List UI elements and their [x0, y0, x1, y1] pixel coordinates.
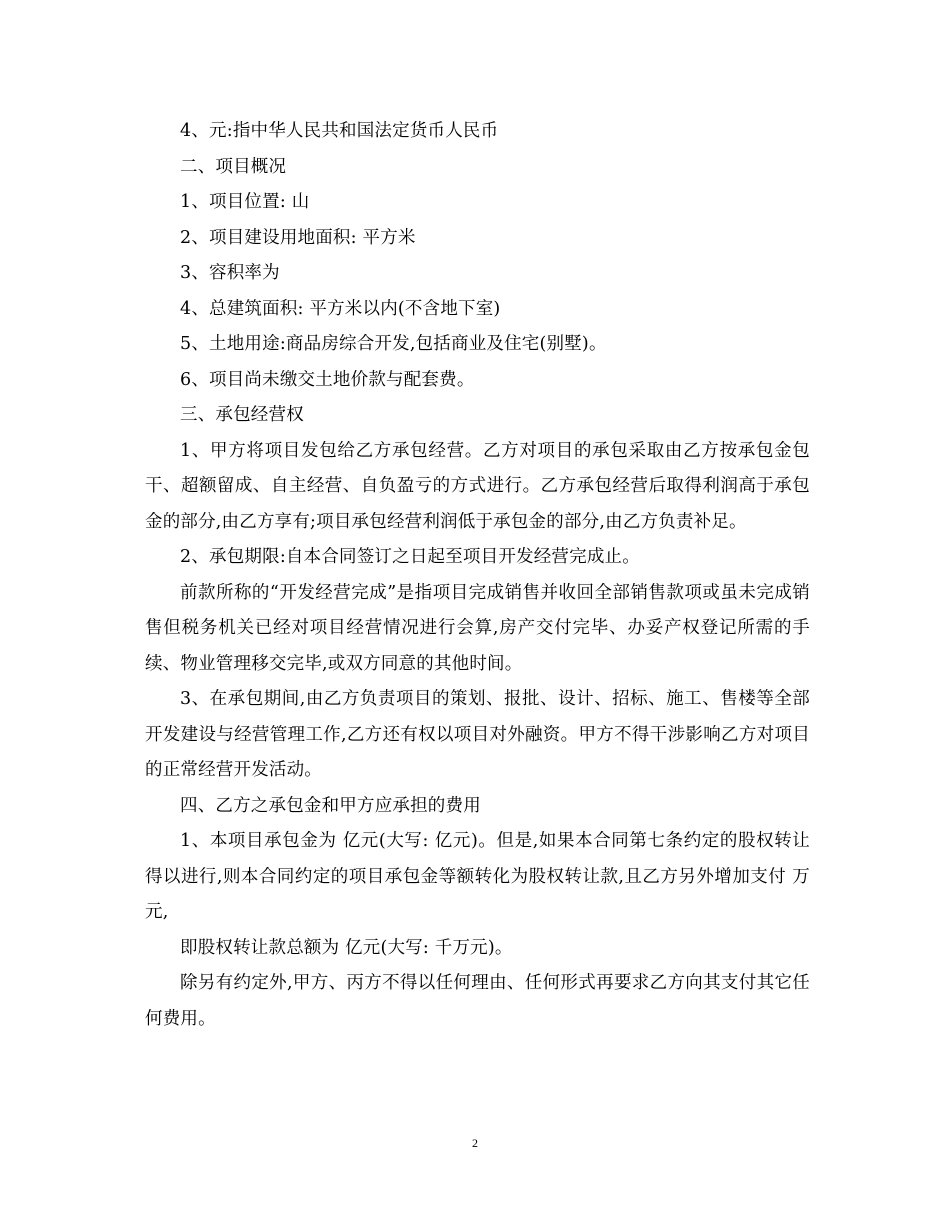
- paragraph-land-area: 2、项目建设用地面积: 平方米: [180, 227, 416, 248]
- paragraph-completion-definition: 前款所称的“开发经营完成”是指项目完成销售并收回全部销售款项或虽未完成销售但税务机关已经对项目经营情况进行会算,房产交付完毕、办妥产权登记所需的手续、物业管理移交完毕,或双方同意的其他时间。: [145, 582, 810, 674]
- document-body: [145, 114, 810, 1037]
- heading-contract-fee: 四、乙方之承包金和甲方应承担的费用: [180, 795, 481, 816]
- paragraph-currency-definition: 4、元:指中华人民共和国法定货币人民币: [180, 121, 499, 141]
- paragraph-plot-ratio: 3、容积率为: [180, 263, 280, 283]
- paragraph-contract-amount: 1、本项目承包金为 亿元(大写: 亿元)。但是,如果本合同第七条约定的股权转让得以进行,则本合同约定的项目承包金等额转化为股权转让款,且乙方另外增加支付 万元,: [145, 831, 810, 922]
- heading-project-overview: 二、项目概况: [180, 156, 287, 177]
- paragraph-equity-transfer-total: 即股权转让款总额为 亿元(大写: 千万元)。: [180, 937, 513, 958]
- heading-contracting-rights: 三、承包经营权: [180, 405, 304, 425]
- paragraph-land-use: 5、土地用途:商品房综合开发,包括商业及住宅(别墅)。: [180, 334, 607, 354]
- paragraph-project-location: 1、项目位置: 山: [180, 192, 310, 212]
- page-number: 2: [472, 1136, 478, 1150]
- paragraph-contractor-responsibilities: 3、在承包期间,由乙方负责项目的策划、报批、设计、招标、施工、售楼等全部开发建设与经营管理工作,乙方还有权以项目对外融资。甲方不得干涉影响乙方对项目的正常经营开发活动。: [145, 689, 810, 780]
- paragraph-contracting-method: 1、甲方将项目发包给乙方承包经营。乙方对项目的承包采取由乙方按承包金包干、超额留成、自主经营、自负盈亏的方式进行。乙方承包经营后取得利润高于承包金的部分,由乙方享有;项目承包经营利润低于承包金的部分,由乙方负责补足。: [145, 440, 810, 532]
- paragraph-no-other-fees: 除另有约定外,甲方、丙方不得以任何理由、任何形式再要求乙方向其支付其它任何费用。: [145, 973, 810, 1029]
- paragraph-contract-term: 2、承包期限:自本合同签订之日起至项目开发经营完成止。: [180, 547, 640, 567]
- paragraph-total-floor-area: 4、总建筑面积: 平方米以内(不含地下室): [180, 298, 501, 319]
- paragraph-land-fees: 6、项目尚未缴交土地价款与配套费。: [180, 369, 475, 390]
